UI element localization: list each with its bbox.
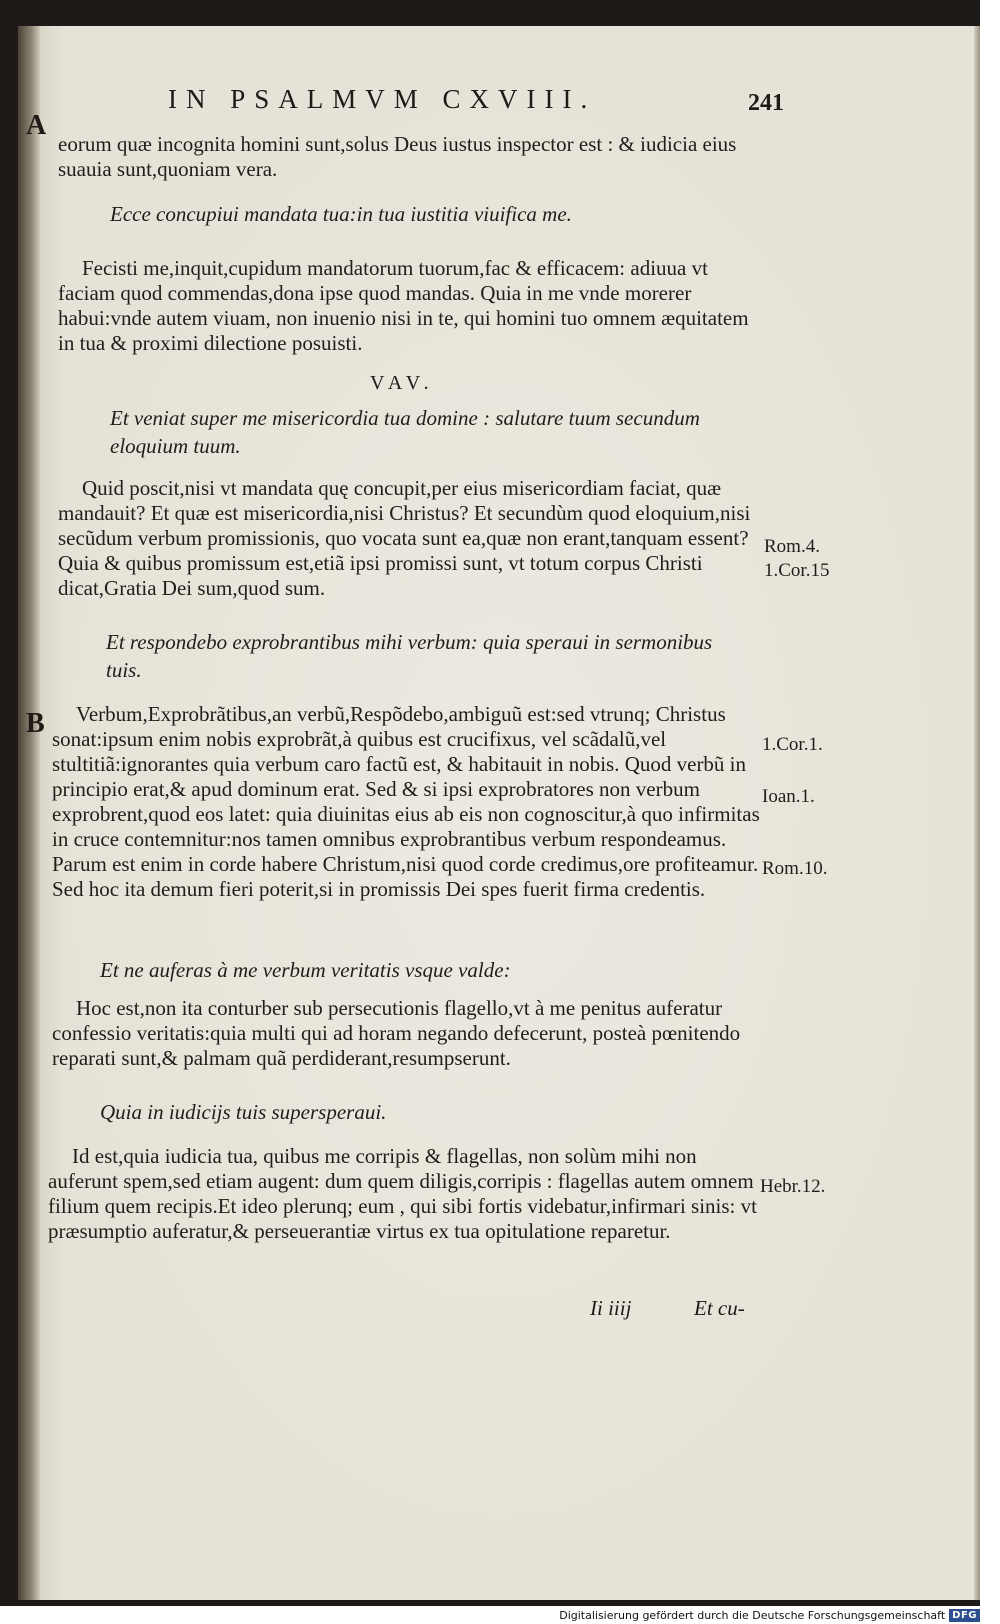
margin-note: Ioan.1. <box>762 786 815 807</box>
paragraph-6: Id est,quia iudicia tua, quibus me corripis & flagellas, non solùm mihi non auferunt spem,sed etiam augent: dum quem diligis,corripis : flagellas autem omnem filium quem recipis.Et ideo plerunq; eum , qui sibi fortis videbatur,infirmari sinis: vt præsumptio auferatur,& perseuerantiæ virtus ex tua opitulatione reparetur. <box>48 1144 757 1243</box>
signature-mark: Ii iiij <box>590 1296 632 1320</box>
paragraph-4: Verbum,Exprobrãtibus,an verbũ,Respõdebo,ambiguũ est:sed vtrunq; Christus sonat:ipsum enim nobis exprobrãt,à quibus est crucifixus, vel scãdalũ,vel stultitiã:ignorantes quia verbum caro factũ est, & habitauit in nobis. Quod verbũ in principio erat,& apud dominum erat. Sed & si ipsi exprobratores non verbum exprobrent,quod eos latet: quia diuinitas eius ab eis non cognoscitur,à quo infirmitas in cruce contemnitur:nos tamen omnibus exprobrantibus verbum respondeamus. Parum est enim in corde habere Christum,nisi quod corde credimus,ore profiteamur. Sed hoc ita demum fieri poterit,si in promissis Dei spes fuerit firma credentis. <box>52 702 760 901</box>
verse-4: Et ne auferas à me verbum veritatis vsque valde: <box>100 958 511 982</box>
verse-2: Et veniat super me misericordia tua domine : salutare tuum secundum eloquium tuum. <box>110 406 700 458</box>
paragraph-3: Quid poscit,nisi vt mandata quę concupit,per eius misericordiam faciat, quæ mandauit? Et quæ est misericordia,nisi Christus? Et secundùm quod eloquium,nisi secũdum verbum promissionis, quo vocata sunt ea,quæ non erant,tanquam essent? Quia & quibus promissum est,etiã ipsi promissi sunt, vt totum corpus Christi dicat,Gratia Dei sum,quod sum. <box>58 476 751 600</box>
running-header: IN PSALMVM CXVIII. <box>168 84 597 114</box>
section-mark-a: A <box>26 110 47 141</box>
page-number: 241 <box>748 90 784 116</box>
section-heading-vav: VAV. <box>370 372 435 394</box>
verse-1: Ecce concupiui mandata tua:in tua iustitia viuifica me. <box>110 202 572 226</box>
margin-note: Rom.10. <box>762 858 828 879</box>
verse-5: Quia in iudicijs tuis supersperaui. <box>100 1100 387 1124</box>
paragraph-2: Fecisti me,inquit,cupidum mandatorum tuorum,fac & efficacem: adiuua vt faciam quod commendas,dona ipse quod mandas. Quia in me vnde morerer habui:vnde autem viuam, non inuenio nisi in te, qui homini tuo omnem æquitatem in tua & proximi dilectione posuisti. <box>58 256 749 355</box>
verse-3: Et respondebo exprobrantibus mihi verbum: quia speraui in sermonibus tuis. <box>106 630 713 682</box>
section-mark-b: B <box>26 708 45 739</box>
page-edge <box>974 26 980 1600</box>
book-page <box>18 26 980 1600</box>
margin-note: 1.Cor.15 <box>764 560 830 581</box>
book-spine-shadow <box>18 26 40 1600</box>
margin-note: Hebr.12. <box>760 1176 826 1197</box>
margin-note: Rom.4. <box>764 536 820 557</box>
digitization-footer <box>559 1609 980 1622</box>
paragraph-1: eorum quæ incognita homini sunt,solus Deus iustus inspector est : & iudicia eius suauia sunt,quoniam vera. <box>58 132 737 181</box>
paragraph-5: Hoc est,non ita conturber sub persecutionis flagello,vt à me penitus auferatur confessio veritatis:quia multi qui ad horam negando defecerunt, posteà pœnitendo reparati sunt,& palmam quã perdiderant,resumpserunt. <box>52 996 741 1070</box>
footer-text: Digitalisierung gefördert durch die Deutsche Forschungsgemeinschaft <box>559 1609 946 1622</box>
margin-note: 1.Cor.1. <box>762 734 823 755</box>
dfg-logo: DFG <box>949 1609 980 1622</box>
catchword: Et cu- <box>694 1296 745 1320</box>
